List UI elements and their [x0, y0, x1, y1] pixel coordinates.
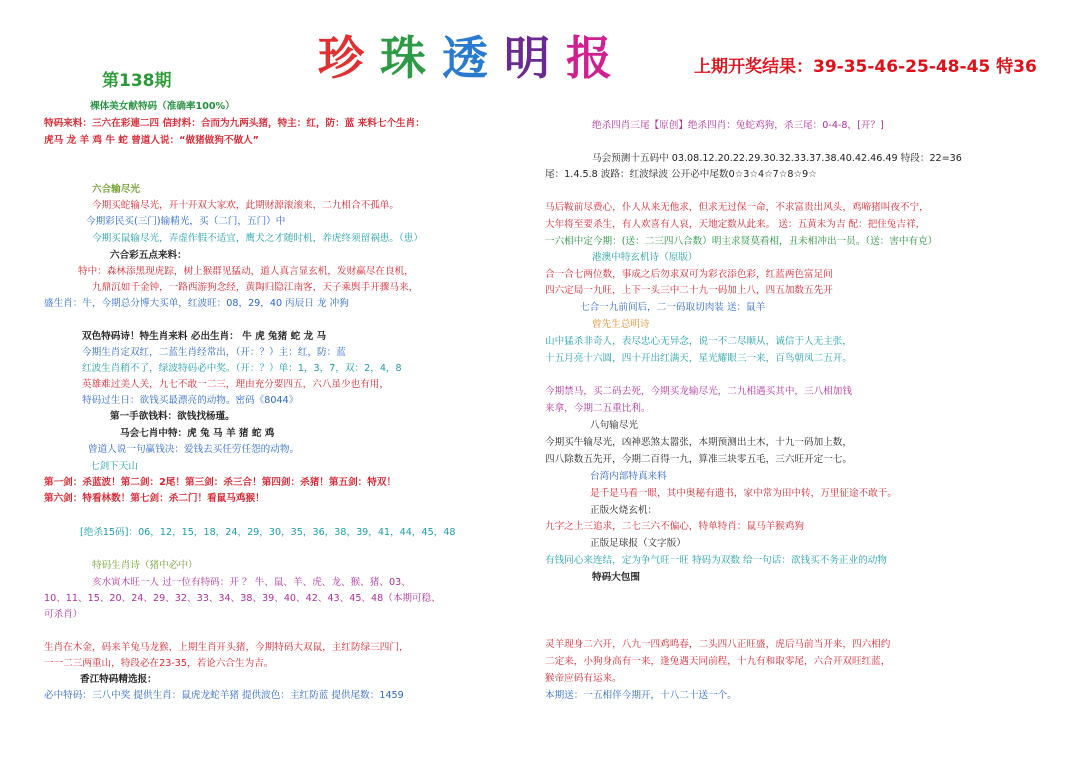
right-line: 一六相中定今期：(送：二三四八合数）明主求贤莫看相，丑未相冲出一员。（送：害中有克）: [545, 236, 938, 247]
left-line: 今期买鼠输尽光，弄虚作假不适宜，鹰犬之才随时机，养虎终须留祸患。（患）: [92, 233, 423, 244]
left-line: 第一手欲钱料：欲钱找杨瑾。: [110, 411, 235, 422]
right-line: 大年将至要杀生，有人欢喜有人哀，天地定数从此来。 送：五黄未为吉 配：把住兔吉祥，: [545, 219, 926, 230]
right-line: 七合一九前间后，二一码取切肉装 送：鼠羊: [580, 302, 766, 313]
right-line: 绝杀四肖三尾【原创】绝杀四肖：兔蛇鸡狗，杀三尾：0-4-8，[开？]: [592, 120, 884, 131]
right-line: 九字之上三追求，二七三六不偏心，特单特肖：鼠马羊猴鸡狗: [545, 521, 805, 532]
left-line: 特码过生日：欲钱买最漂亮的动物。密码《8044》: [82, 395, 299, 406]
left-line: 必中特码：三八中奖 提供生肖：鼠虎龙蛇羊猪 提供波色：主红防蓝 提供尾数：1459: [44, 690, 404, 701]
right-line: 本期送：一五相伴今期开，十八二十送一个。: [545, 690, 737, 701]
title-char: 明: [504, 31, 554, 85]
right-line: 尾：1.4.5.8 波路：红波绿波 公开必中尾数0☆3☆4☆7☆8☆9☆: [545, 169, 817, 180]
left-line: 第一剑：杀蓝波！第二剑：2尾！第三剑：杀三合！第四剑：杀猪！第五剑：特双！: [44, 477, 397, 488]
left-line: 10、11、15、20、24、29、32、33、34、38、39、40、42、43、45、48（本期可稳、: [44, 593, 441, 604]
right-line: 八句输尽光: [590, 420, 638, 431]
left-line: 亥水寅木旺一人 过一位有特码：开 ？ 牛、鼠、羊、虎、龙、猴、猪、03、: [92, 577, 411, 588]
left-line: [绝杀15码]：06，12，15，18，24，29，30，35，36，38，39，41，44，45，48: [80, 527, 456, 538]
left-line: 曾道人说一句赢钱决：爱钱去买任劳任怨的动物。: [88, 444, 300, 455]
right-line: 曾先生总明诗: [592, 319, 650, 330]
right-line: 台湾内部特真来料: [590, 471, 667, 482]
left-line: 第六剑：特看林数！第七剑：杀二门！看鼠马鸡猴！: [44, 493, 265, 504]
left-line: 七剑下天山: [90, 461, 138, 472]
right-line: 正版火烧玄机：: [590, 505, 658, 516]
right-line: 马后鞍前尽费心，仆人从来无他求，但求无过保一命，不求富贵出风头，鸡啼猪叫夜不宁，: [545, 202, 929, 213]
left-line: 香江特码精选报：: [80, 674, 157, 685]
title-char: 透: [442, 31, 492, 85]
right-line: 二定来，小狗身高有一来，逢兔遇天同前程，十九有和取零尾，六合开双旺红蓝，: [545, 656, 891, 667]
right-line: 马会预测十五码中 03.08.12.20.22.29.30.32.33.37.38.40.42.46.49 特段：22=36: [592, 153, 962, 164]
left-line: 英雄难过美人关，九七不敢一二三，理由充分要四五，六八虽少也有用，: [82, 379, 389, 390]
left-line: 今期买蛇输尽光，开十开双大家欢，此期财源滚滚来，二九相合不孤单。: [92, 200, 399, 211]
newspaper-title: [318, 28, 616, 88]
left-line: 生肖在木金，码来羊兔马龙猴，上期生肖开头猪，今期特码大双鼠，主红防绿三四门，: [44, 642, 409, 653]
left-line: 今期彩民买(三门)输精光，买（二门，五门）中: [86, 216, 286, 227]
left-line: 盛生肖：牛，今期总分博大买单，红波旺：08，29，40 丙辰日 龙 冲狗: [44, 298, 349, 309]
left-line: 红波生肖稍不了，绿波特码必中奖。（开：？）单：1，3，7，双：2，4，8: [82, 363, 402, 374]
title-char: 珍: [318, 31, 368, 85]
left-line: 今期生肖定双红，二蓝生肖经常出，（开：？）主：红，防：蓝: [82, 347, 346, 358]
left-line: 裸体美女献特码（准确率100%）: [90, 101, 235, 112]
right-line: 合一合七两位数，事成之后勿求双可为彩衣添色彩，红蓝两色富足间: [545, 269, 833, 280]
right-line: 港澳中特玄机诗（原版）: [592, 252, 698, 263]
right-line: 是千是马看一眼，其中奥秘有遗书，家中常为田中转，万里征途不敢干。: [590, 488, 897, 499]
left-line: 可杀肖）: [44, 609, 83, 620]
left-line: 特码来料：三六在彩連二四 信封料：合而为九两头猪，特主：红，防：蓝 来料七个生肖：: [44, 118, 425, 129]
issue-number: 第138期: [102, 71, 172, 91]
left-line: 一一二三两重山，特段必在23-35，若论六合生为吉。: [44, 658, 274, 669]
left-line: 双色特码诗！特生肖来料 必出生肖： 牛 虎 兔猪 蛇 龙 马: [82, 331, 327, 342]
right-line: 有钱同心来连结，定为争气旺一旺 特码为双数 给一句话：欲钱买不务正业的动物: [545, 555, 887, 566]
right-line: 特码大包围: [592, 572, 640, 583]
right-line: 今期禁马，买二码去死，今期买龙输尽光，二九相遇买其中，三八相加钱: [545, 386, 852, 397]
left-line: 六合彩五点来料：: [110, 250, 187, 261]
right-line: 今期买牛输尽光，凶神恶煞太嚣张，本期预测出土木，十九一码加上数，: [545, 437, 852, 448]
title-char: 报: [566, 31, 616, 85]
left-line: 马会七肖中特：虎 兔 马 羊 猪 蛇 鸡: [120, 428, 275, 439]
right-line: 四六定局一九旺，上下一头三中二十九一码加上八，四五加数五先开: [545, 285, 833, 296]
right-line: 山中猛杀非奇人，表尽忠心无异念，说一不二尽顺从，诚信于人无主张，: [545, 336, 852, 347]
left-line: 六合输尽光: [92, 184, 140, 195]
left-line: 特码生肖诗（猪中必中）: [92, 560, 198, 571]
left-line: 九鼎沉如千金钟，一路西游狗念经，黄陶归隐江南客，天子乘舆手开骤马来，: [92, 282, 419, 293]
right-line: 来拿，今期二五重比利。: [545, 403, 651, 414]
left-line: 特中：森林添黑现虎踪，树上猴群见猛动，道人真言显玄机，发财赢尽在良机，: [78, 266, 414, 277]
right-line: 四八除数五先开，今期二百得一九，算准三块零五毛，三六旺开定一七。: [545, 454, 852, 465]
last-draw-result: 上期开奖结果：39-35-46-25-48-45 特36: [694, 57, 1037, 77]
right-line: 正版足球报（文字版）: [590, 538, 686, 549]
right-line: 猴帝应码有运来。: [545, 673, 622, 684]
title-char: 珠: [380, 31, 430, 85]
left-line: 虎马 龙 羊 鸡 牛 蛇 曾道人说：“做猪做狗不做人”: [44, 135, 259, 146]
right-line: 十五月亮十六圆，四十开出红满天，星光耀眼三一来，百鸟朝凤二五开。: [545, 353, 852, 364]
right-line: 灵羊现身二六开，八九一四鸡鸣春，二头四八正旺盛，虎后马前当开来，四六相约: [545, 639, 891, 650]
